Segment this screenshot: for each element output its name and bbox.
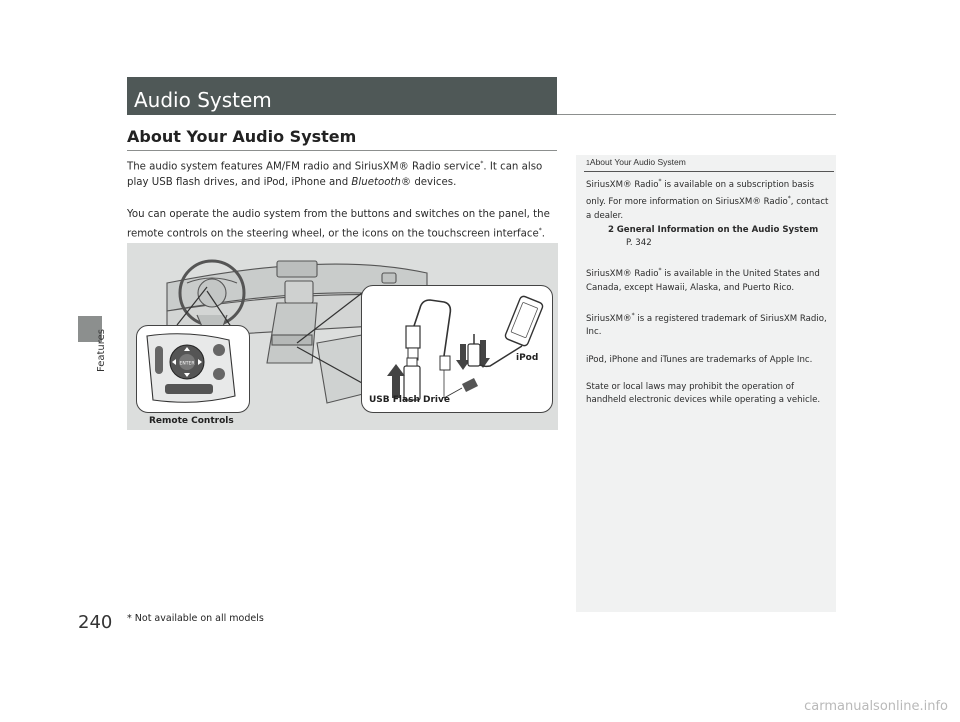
steering-switch-illustration bbox=[137, 326, 249, 412]
side-note-panel bbox=[576, 155, 836, 612]
note-paragraph-4: iPod, iPhone and iTunes are trademarks of Apple Inc. bbox=[586, 354, 813, 365]
note-title: 1About Your Audio System bbox=[586, 157, 686, 167]
note-body bbox=[586, 175, 834, 422]
enter-text: ENTER bbox=[179, 361, 195, 367]
usb-ipod-connection-illustration bbox=[362, 286, 552, 412]
banner-rule bbox=[557, 114, 836, 115]
watermark: carmanualsonline.info bbox=[804, 699, 948, 714]
note-title-rule bbox=[584, 171, 834, 172]
footnote: * Not available on all models bbox=[127, 613, 264, 624]
section-title: Audio System bbox=[127, 77, 557, 115]
label-remote-controls: Remote Controls bbox=[149, 416, 234, 426]
page-number: 240 bbox=[78, 612, 113, 633]
note-paragraph-1: SiriusXM® Radio* is available on a subscription basis only. For more information on SiriusXM® Radio*, contact a dealer. 2 General Information on the Audio System P. 342 bbox=[586, 175, 834, 251]
chapter-label: Features bbox=[96, 329, 107, 372]
subsection-title: About Your Audio System bbox=[127, 127, 357, 146]
note-paragraph-3: SiriusXM®* is a registered trademark of SiriusXM Radio, Inc. bbox=[586, 311, 827, 338]
body-paragraph-1: The audio system features AM/FM radio and SiriusXM® Radio service*. It can also play USB flash drives, and iPod, iPhone and Bluetooth® devices. bbox=[127, 160, 543, 189]
audio-system-illustration bbox=[127, 243, 558, 430]
subsection-rule bbox=[127, 150, 557, 151]
remote-controls-inset bbox=[136, 325, 250, 413]
usb-ipod-inset bbox=[361, 285, 553, 413]
xref-arrow-icon: 2 bbox=[608, 224, 614, 235]
body-paragraph-2: You can operate the audio system from the buttons and switches on the panel, the remote controls on the steering wheel, or the icons on the touchscreen interface*. bbox=[127, 209, 550, 240]
label-usb-flash-drive: USB Flash Drive bbox=[369, 395, 450, 405]
note-paragraph-5: State or local laws may prohibit the operation of handheld electronic devices while operating a vehicle. bbox=[586, 381, 821, 406]
cross-reference-link[interactable]: 2 General Information on the Audio System bbox=[608, 224, 819, 235]
cross-reference-page[interactable]: P. 342 bbox=[626, 238, 652, 249]
note-paragraph-2: SiriusXM® Radio* is available in the United States and Canada, except Hawaii, Alaska, and Puerto Rico. bbox=[586, 267, 820, 293]
label-ipod: iPod bbox=[516, 353, 539, 363]
